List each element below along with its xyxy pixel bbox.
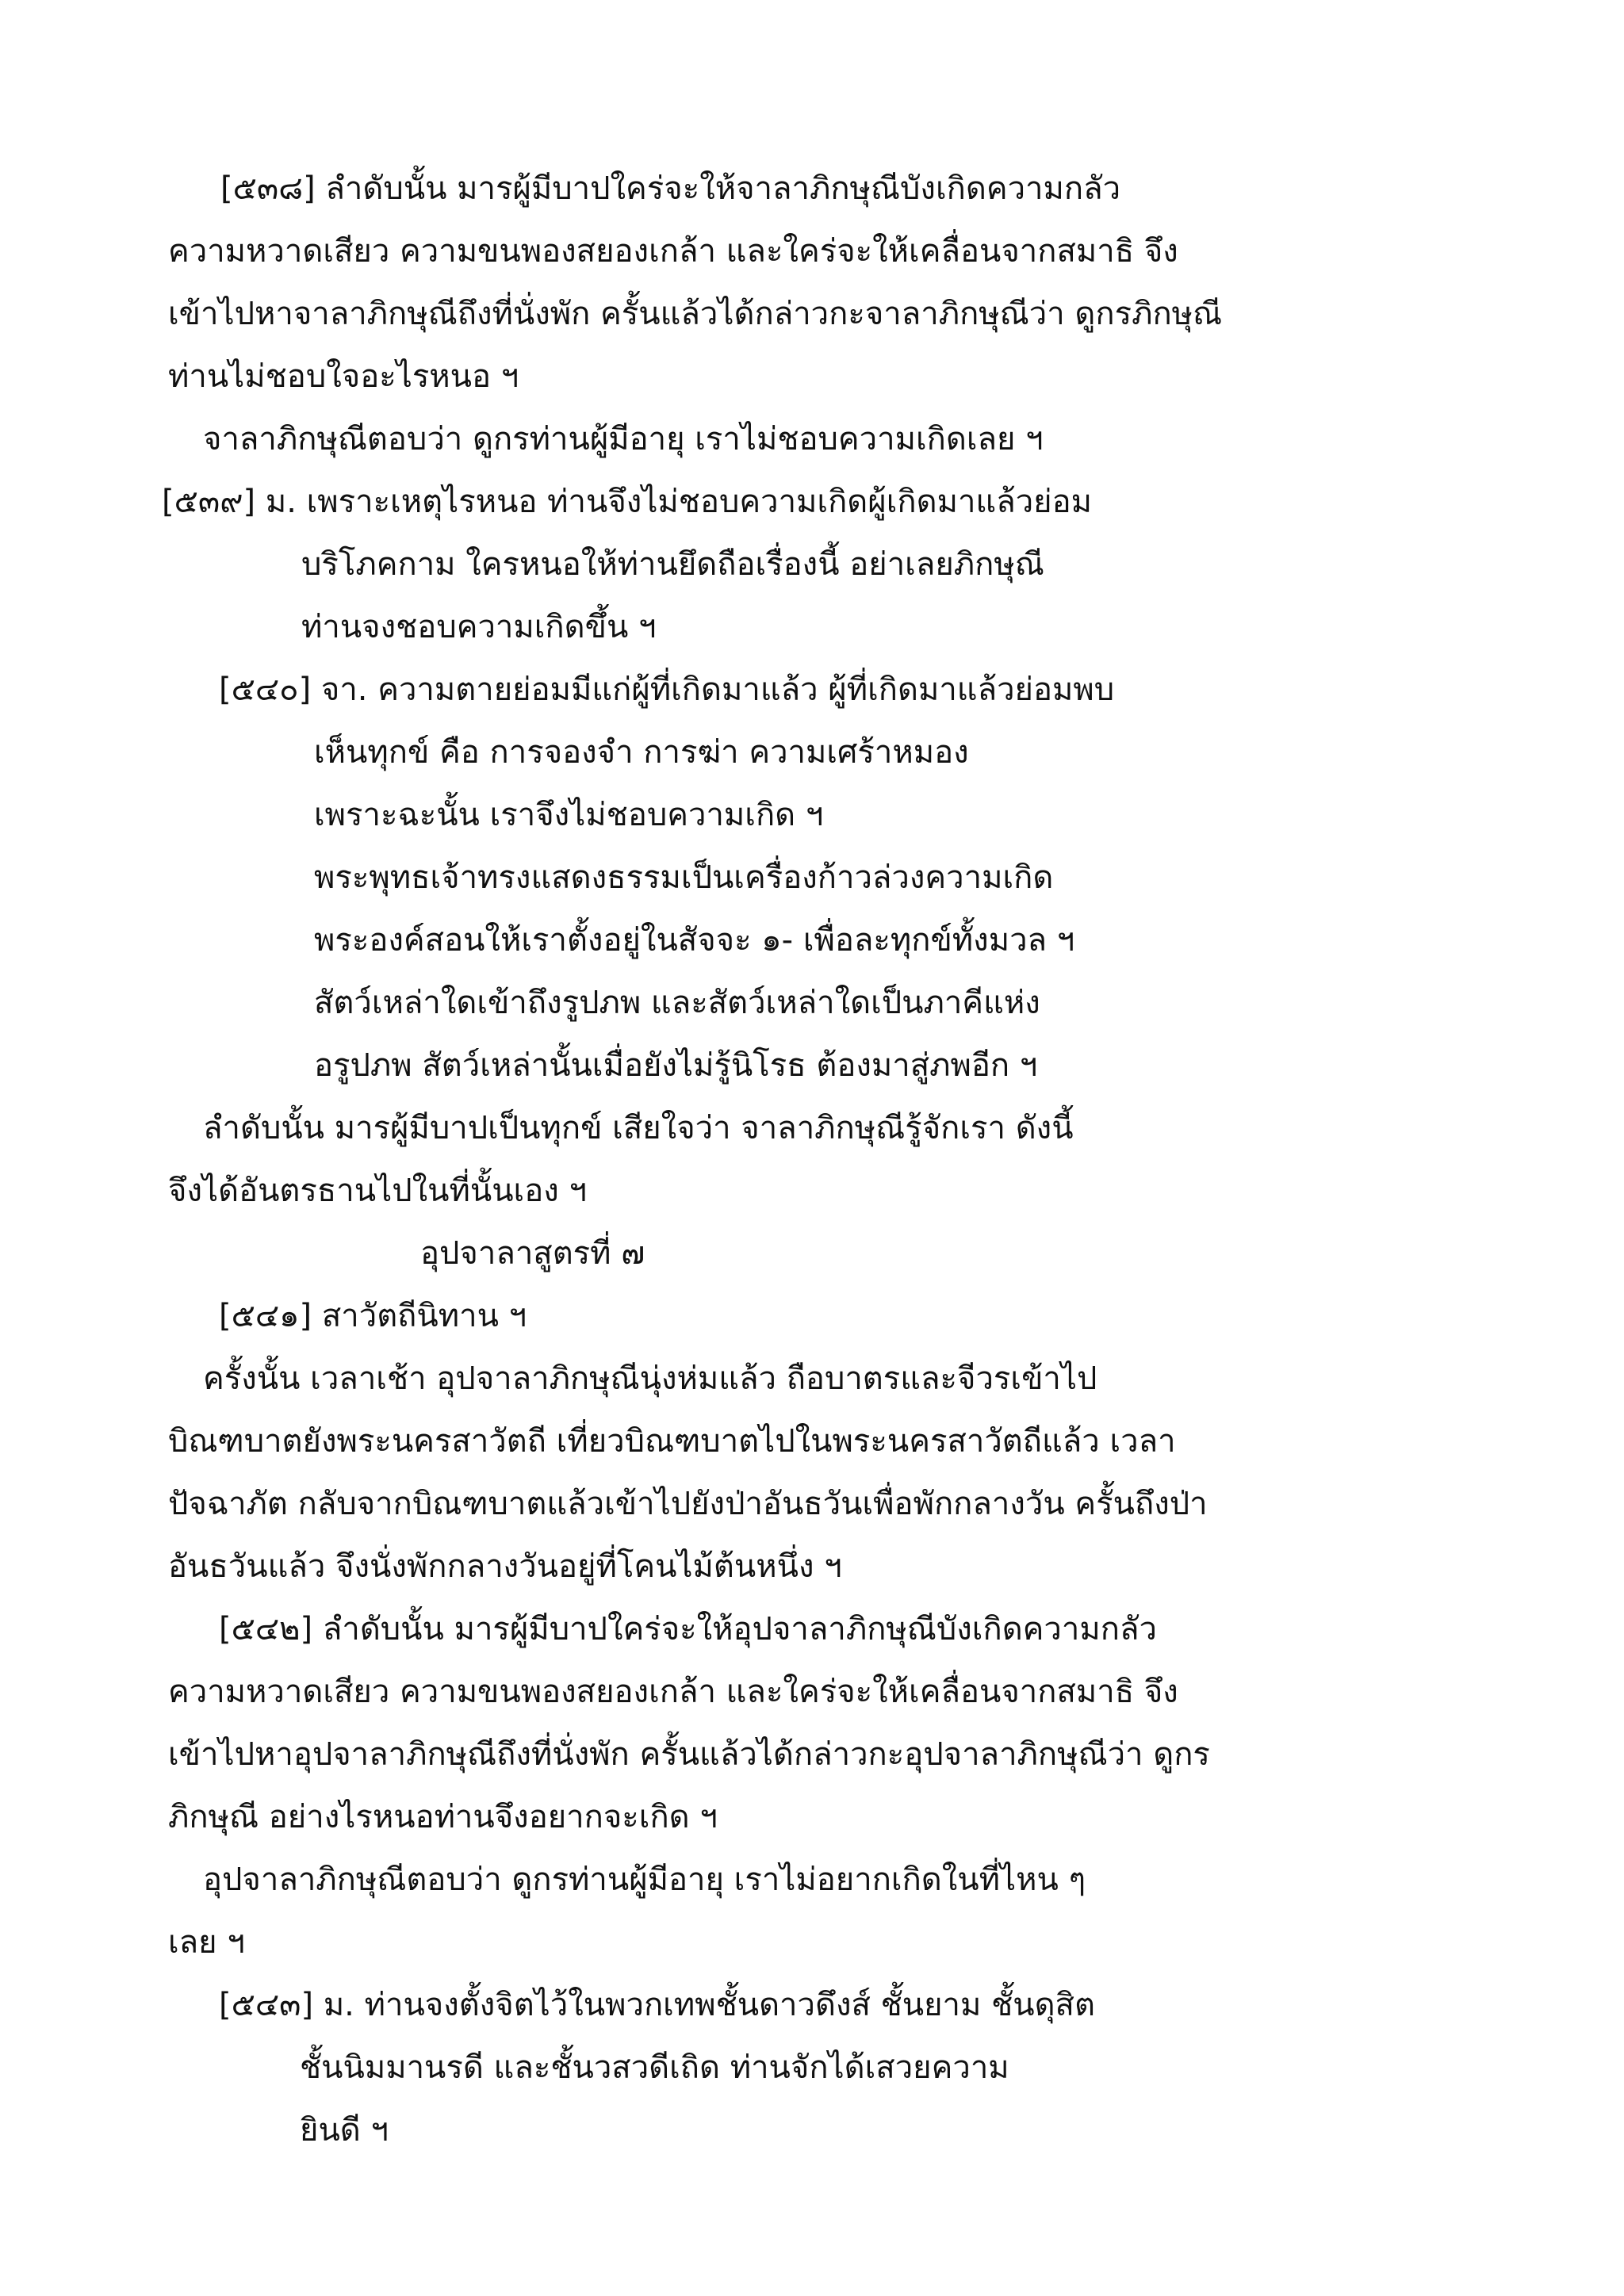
text-line: เพราะฉะนั้น เราจึงไม่ชอบความเกิด ฯ (314, 797, 824, 833)
text-line: [๕๓๙] ม. เพราะเหตุไรหนอ ท่านจึงไม่ชอบความเกิดผู้เกิดมาแล้วย่อม (162, 484, 1092, 520)
text-line: ปัจฉาภัต กลับจากบิณฑบาตแล้วเข้าไปยังป่าอันธวันเพื่อพักกลางวัน ครั้นถึงป่า (168, 1486, 1208, 1522)
text-line: เลย ฯ (168, 1924, 245, 1961)
text-line: ท่านไม่ชอบใจอะไรหนอ ฯ (168, 358, 519, 395)
text-line: ภิกษุณี อย่างไรหนอท่านจึงอยากจะเกิด ฯ (168, 1799, 718, 1835)
text-line: [๕๔๒] ลำดับนั้น มารผู้มีบาปใคร่จะให้อุปจาลาภิกษุณีบังเกิดความกลัว (219, 1611, 1157, 1647)
text-line: เห็นทุกข์ คือ การจองจำ การฆ่า ความเศร้าหมอง (314, 734, 969, 771)
text-line: อุปจาลาภิกษุณีตอบว่า ดูกรท่านผู้มีอายุ เราไม่อยากเกิดในที่ไหน ๆ (203, 1862, 1086, 1898)
text-line: ชั้นนิมมานรดี และชั้นวสวดีเถิด ท่านจักได้เสวยความ (300, 2049, 1009, 2086)
text-line: ยินดี ฯ (300, 2112, 389, 2149)
text-line: ความหวาดเสียว ความขนพองสยองเกล้า และใคร่จะให้เคลื่อนจากสมาธิ จึง (168, 1674, 1178, 1710)
text-line: [๕๓๘] ลำดับนั้น มารผู้มีบาปใคร่จะให้จาลาภิกษุณีบังเกิดความกลัว (220, 170, 1121, 207)
text-line: พระองค์สอนให้เราตั้งอยู่ในสัจจะ ๑- เพื่อละทุกข์ทั้งมวล ฯ (314, 922, 1075, 959)
text-line: สัตว์เหล่าใดเข้าถึงรูปภพ และสัตว์เหล่าใดเป็นภาคีแห่ง (314, 985, 1040, 1021)
section-heading: อุปจาลาสูตรที่ ๗ (420, 1235, 645, 1272)
text-line: ครั้งนั้น เวลาเช้า อุปจาลาภิกษุณีนุ่งห่มแล้ว ถือบาตรและจีวรเข้าไป (203, 1360, 1097, 1397)
text-line: ความหวาดเสียว ความขนพองสยองเกล้า และใคร่จะให้เคลื่อนจากสมาธิ จึง (168, 233, 1178, 270)
text-line: [๕๔๑] สาวัตถีนิทาน ฯ (219, 1298, 527, 1334)
text-line: จึงได้อันตรธานไปในที่นั้นเอง ฯ (168, 1173, 587, 1209)
text-line: พระพุทธเจ้าทรงแสดงธรรมเป็นเครื่องก้าวล่วงความเกิด (314, 859, 1054, 896)
text-line: [๕๔๐] จา. ความตายย่อมมีแก่ผู้ที่เกิดมาแล้ว ผู้ที่เกิดมาแล้วย่อมพบ (219, 672, 1115, 708)
text-line: จาลาภิกษุณีตอบว่า ดูกรท่านผู้มีอายุ เราไม่ชอบความเกิดเลย ฯ (203, 421, 1044, 457)
text-line: อรูปภพ สัตว์เหล่านั้นเมื่อยังไม่รู้นิโรธ ต้องมาสู่ภพอีก ฯ (314, 1047, 1038, 1084)
text-line: ลำดับนั้น มารผู้มีบาปเป็นทุกข์ เสียใจว่า จาลาภิกษุณีรู้จักเรา ดังนี้ (203, 1110, 1074, 1146)
text-line: เข้าไปหาอุปจาลาภิกษุณีถึงที่นั่งพัก ครั้นแล้วได้กล่าวกะอุปจาลาภิกษุณีว่า ดูกร (168, 1736, 1210, 1773)
text-line: เข้าไปหาจาลาภิกษุณีถึงที่นั่งพัก ครั้นแล้วได้กล่าวกะจาลาภิกษุณีว่า ดูกรภิกษุณี (168, 296, 1223, 332)
text-line: ท่านจงชอบความเกิดขึ้น ฯ (301, 609, 657, 645)
text-line: บริโภคกาม ใครหนอให้ท่านยึดถือเรื่องนี้ อย่าเลยภิกษุณี (301, 546, 1044, 583)
text-line: [๕๔๓] ม. ท่านจงตั้งจิตไว้ในพวกเทพชั้นดาวดึงส์ ชั้นยาม ชั้นดุสิต (219, 1987, 1095, 2023)
text-line: บิณฑบาตยังพระนครสาวัตถี เที่ยวบิณฑบาตไปในพระนครสาวัตถีแล้ว เวลา (168, 1423, 1176, 1460)
text-line: อันธวันแล้ว จึงนั่งพักกลางวันอยู่ที่โคนไม้ต้นหนึ่ง ฯ (168, 1548, 842, 1585)
